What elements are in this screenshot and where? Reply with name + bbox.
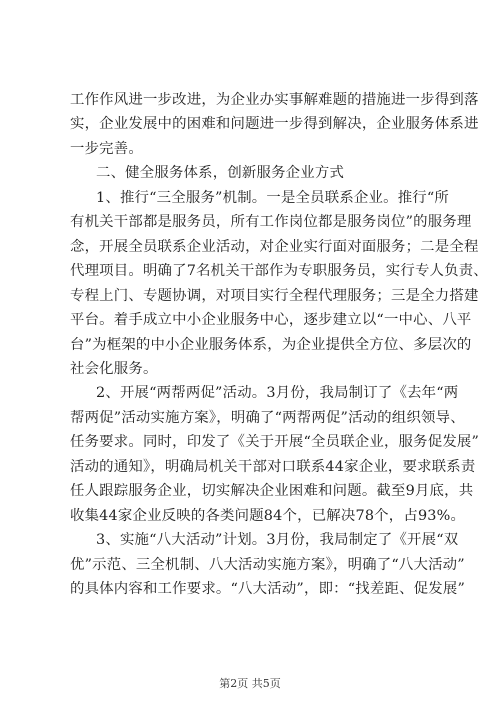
text-line: 念，开展全员联系企业活动，对企业实行面对面服务；二是全程 [70,238,479,255]
text-line: 平台。着手成立中小企业服务中心，逐步建立以“一中心、八平 [70,312,472,329]
text-line: 工作作风进一步改进，为企业办实事解难题的措施进一步得到落 [70,92,479,108]
text-line: 的具体内容和工作要求。“八大活动”，即：“找差距、促发展” [70,581,465,598]
section-heading [70,161,432,185]
text-line: 有机关干部都是服务员，所有工作岗位都是服务岗位”的服务理 [70,214,472,231]
text-line: 帮两促”活动实施方案》，明确了“两帮两促”活动的组织领导、 [70,409,465,426]
document-body [70,88,488,602]
paragraph-two-help-two-promote [70,381,480,528]
text-line: 专程上门、专题协调，对项目实行全程代理服务；三是全力搭建 [70,287,479,304]
text-line: 代理项目。明确了7名机关干部作为专职服务员，实行专人负责、 [70,263,488,280]
text-line: 一步完善。 [70,140,143,157]
page-number-footer: 第2页 共5页 [219,677,281,690]
paragraph-eight-activities [70,528,465,601]
text-line: 2、开展“两帮两促”活动。3月份，我局制订了《去年“两 [96,385,459,402]
heading-line: 二、健全服务体系，创新服务企业方式 [96,165,345,182]
text-line: 收集44家企业反映的各类问题84个，已解决78个，占93%。 [70,507,466,524]
text-line: 台”为框架的中小企业服务体系，为企业提供全方位、多层次的 [70,336,472,353]
text-line: 任务要求。同时，印发了《关于开展“全员联企业，服务促发展” [70,434,480,451]
text-line: 优”示范、三全机制、八大活动实施方案》，明确了“八大活动” [70,556,465,573]
text-line: 1、推行“三全服务”机制。一是全员联系企业。推行“所 [96,189,450,206]
text-line: 实，企业发展中的困难和问题进一步得到解决，企业服务体系进 [70,116,479,133]
text-line: 社会化服务。 [70,360,158,377]
text-line: 任人跟踪服务企业，切实解决企业困难和问题。截至9月底，共 [70,483,474,500]
paragraph-three-full-service [70,186,488,382]
text-line: 3、实施“八大活动”计划。3月份，我局制定了《开展“双 [96,532,459,549]
text-line: 活动的通知》，明确局机关干部对口联系44家企业，要求联系责 [70,458,476,475]
paragraph-intro-continuation [70,88,479,161]
